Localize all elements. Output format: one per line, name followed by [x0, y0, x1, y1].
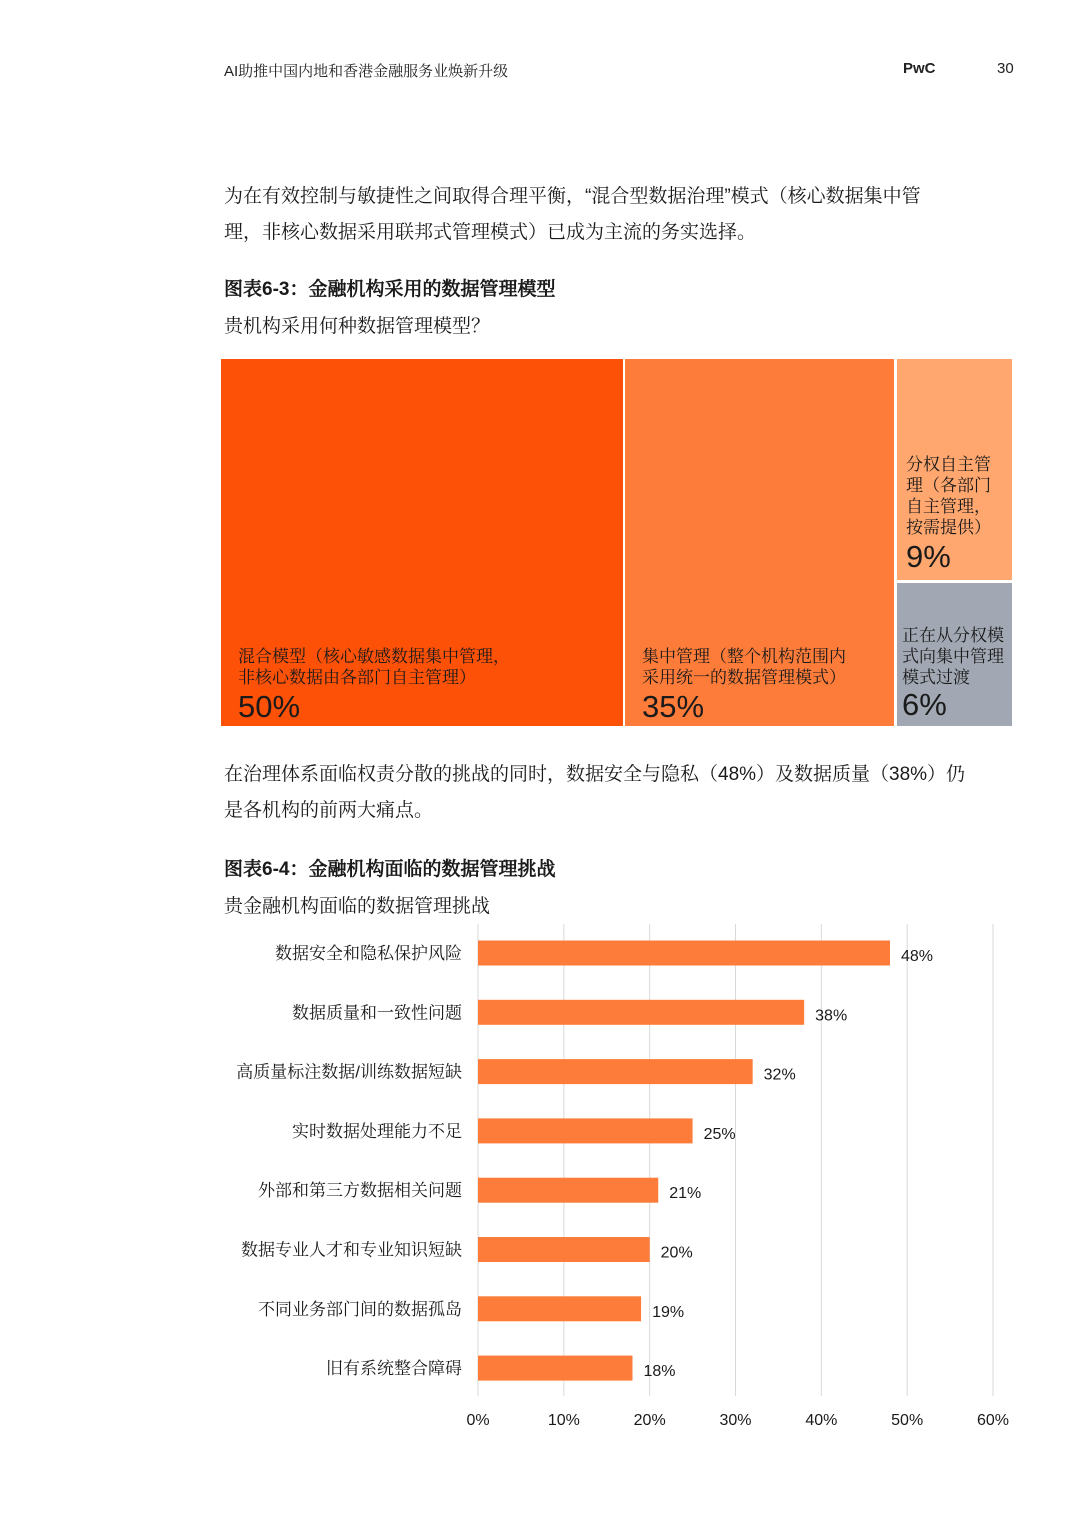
data-label: 19%	[652, 1303, 685, 1321]
bar	[478, 1296, 641, 1321]
data-label: 25%	[703, 1125, 736, 1143]
middle-line-1: 在治理体系面临权责分散的挑战的同时，数据安全与隐私（48%）及数据质量（38%）仍	[224, 764, 966, 785]
intro-line-1: 为在有效控制与敏捷性之间取得合理平衡，“混合型数据治理”模式（核心数据集中管	[224, 186, 921, 207]
page-number: 30	[997, 60, 1014, 77]
figure2-subtitle: 贵金融机构面临的数据管理挑战	[224, 896, 491, 917]
bar	[478, 1000, 804, 1025]
data-label: 48%	[901, 948, 934, 965]
x-tick-label: 40%	[805, 1412, 838, 1429]
treemap-cell-decentralized-label: 分权自主管 理（各部门 自主管理， 按需提供）	[906, 455, 991, 537]
bar	[478, 1237, 650, 1262]
data-label: 20%	[660, 1244, 693, 1262]
treemap-cell-transition-value: 6%	[902, 687, 947, 722]
treemap-cell-centralized-label: 集中管理（整个机构范围内 采用统一的数据管理模式）	[642, 647, 846, 687]
x-tick-label: 0%	[466, 1412, 490, 1429]
treemap-cell-transition-label: 正在从分权模 式向集中管理 模式过渡	[902, 626, 1004, 687]
data-label: 18%	[643, 1363, 676, 1381]
treemap-cell-decentralized-value: 9%	[906, 539, 951, 574]
data-label: 38%	[815, 1007, 848, 1025]
intro-line-2: 理，非核心数据采用联邦式管理模式）已成为主流的务实选择。	[224, 222, 757, 243]
category-label: 数据专业人才和专业知识短缺	[241, 1240, 462, 1260]
data-label: 32%	[763, 1066, 796, 1084]
x-tick-label: 20%	[633, 1412, 666, 1429]
category-label: 不同业务部门间的数据孤岛	[258, 1299, 462, 1319]
figure2-title: 图表6-4：金融机构面临的数据管理挑战	[224, 859, 556, 880]
middle-line-2: 是各机构的前两大痛点。	[224, 800, 434, 821]
bar	[478, 1356, 633, 1381]
data-label: 21%	[669, 1185, 702, 1203]
bar	[478, 1178, 658, 1203]
figure1-subtitle: 贵机构采用何种数据管理模型？	[224, 316, 491, 337]
x-tick-label: 30%	[719, 1412, 752, 1429]
bar	[478, 941, 890, 966]
category-label: 实时数据处理能力不足	[292, 1121, 462, 1141]
x-tick-label: 50%	[891, 1412, 924, 1429]
category-label: 外部和第三方数据相关问题	[258, 1181, 462, 1201]
bar	[478, 1118, 693, 1143]
x-tick-label: 10%	[547, 1412, 580, 1429]
treemap-cell-hybrid-value: 50%	[238, 689, 301, 724]
category-label: 数据安全和隐私保护风险	[275, 944, 462, 963]
category-label: 旧有系统整合障碍	[326, 1359, 462, 1379]
category-label: 数据质量和一致性问题	[292, 1003, 462, 1023]
category-label: 高质量标注数据/训练数据短缺	[236, 1062, 462, 1082]
bar	[478, 1059, 753, 1084]
header-brand: PwC	[903, 60, 936, 77]
header-title: AI助推中国内地和香港金融服务业焕新升级	[224, 63, 509, 80]
treemap-cell-centralized-value: 35%	[642, 689, 705, 724]
x-tick-label: 60%	[976, 1412, 1010, 1429]
figure1-title: 图表6-3：金融机构采用的数据管理模型	[224, 279, 556, 300]
treemap-cell-hybrid-label: 混合模型（核心敏感数据集中管理， 非核心数据由各部门自主管理）	[238, 647, 510, 687]
